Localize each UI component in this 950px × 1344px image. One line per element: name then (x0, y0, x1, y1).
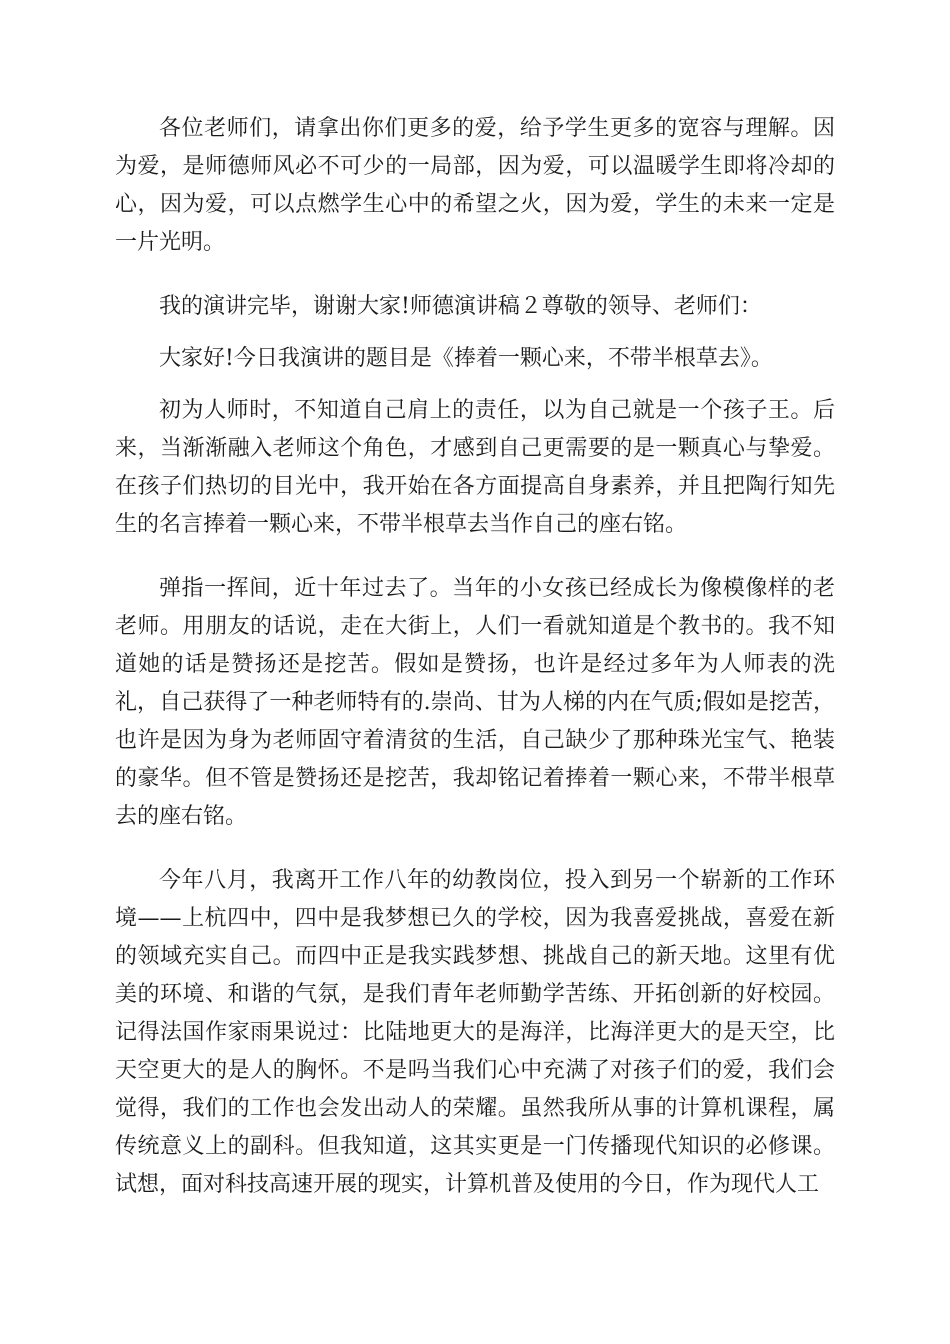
paragraph-greeting-title: 大家好!今日我演讲的题目是《捧着一颗心来，不带半根草去》。 (159, 346, 773, 371)
paragraph-speech-end: 我的演讲完毕，谢谢大家!师德演讲稿２尊敬的领导、老师们： (159, 294, 762, 319)
paragraph-ten-years: 弹指一挥间，近十年过去了。当年的小女孩已经成长为像模像样的老老师。用朋友的话说，走在大街上，人们一看就知道是个教书的。我不知道她的话是赞扬还是挖苦。假如是赞扬，也许是经过多年为人师表的洗礼，自己获得了一种老师特有的.崇尚、甘为人梯的内在气质;假如是挖苦，也许是因为身为老师固守着清贫的生活，自己缺少了那种珠光宝气、艳装的豪华。但不管是赞扬还是挖苦，我却铭记着捧着一颗心来，不带半根草去的座右铭。 (115, 576, 835, 829)
paragraph-closing-appeal: 各位老师们，请拿出你们更多的爱，给予学生更多的宽容与理解。因为爱，是师德师风必不可少的一局部，因为爱，可以温暖学生即将冷却的心，因为爱，可以点燃学生心中的希望之火，因为爱，学生的未来一定是一片光明。 (115, 116, 835, 255)
paragraph-first-teacher: 初为人师时，不知道自己肩上的责任，以为自己就是一个孩子王。后来，当渐渐融入老师这个角色，才感到自己更需要的是一颗真心与挚爱。在孩子们热切的目光中，我开始在各方面提高自身素养，并且把陶行知先生的名言捧着一颗心来，不带半根草去当作自己的座右铭。 (115, 398, 835, 537)
paragraph-new-school: 今年八月，我离开工作八年的幼教岗位，投入到另一个崭新的工作环境——上杭四中，四中是我梦想已久的学校，因为我喜爱挑战，喜爱在新的领域充实自己。而四中正是我实践梦想、挑战自己的新天地。这里有优美的环境、和谐的气氛，是我们青年老师勤学苦练、开拓创新的好校园。记得法国作家雨果说过：比陆地更大的是海洋，比海洋更大的是天空，比天空更大的是人的胸怀。不是吗当我们心中充满了对孩子们的爱，我们会觉得，我们的工作也会发出动人的荣耀。虽然我所从事的计算机课程，属传统意义上的副科。但我知道，这其实更是一门传播现代知识的必修课。试想，面对科技高速开展的现实，计算机普及使用的今日，作为现代人工 (115, 868, 835, 1197)
